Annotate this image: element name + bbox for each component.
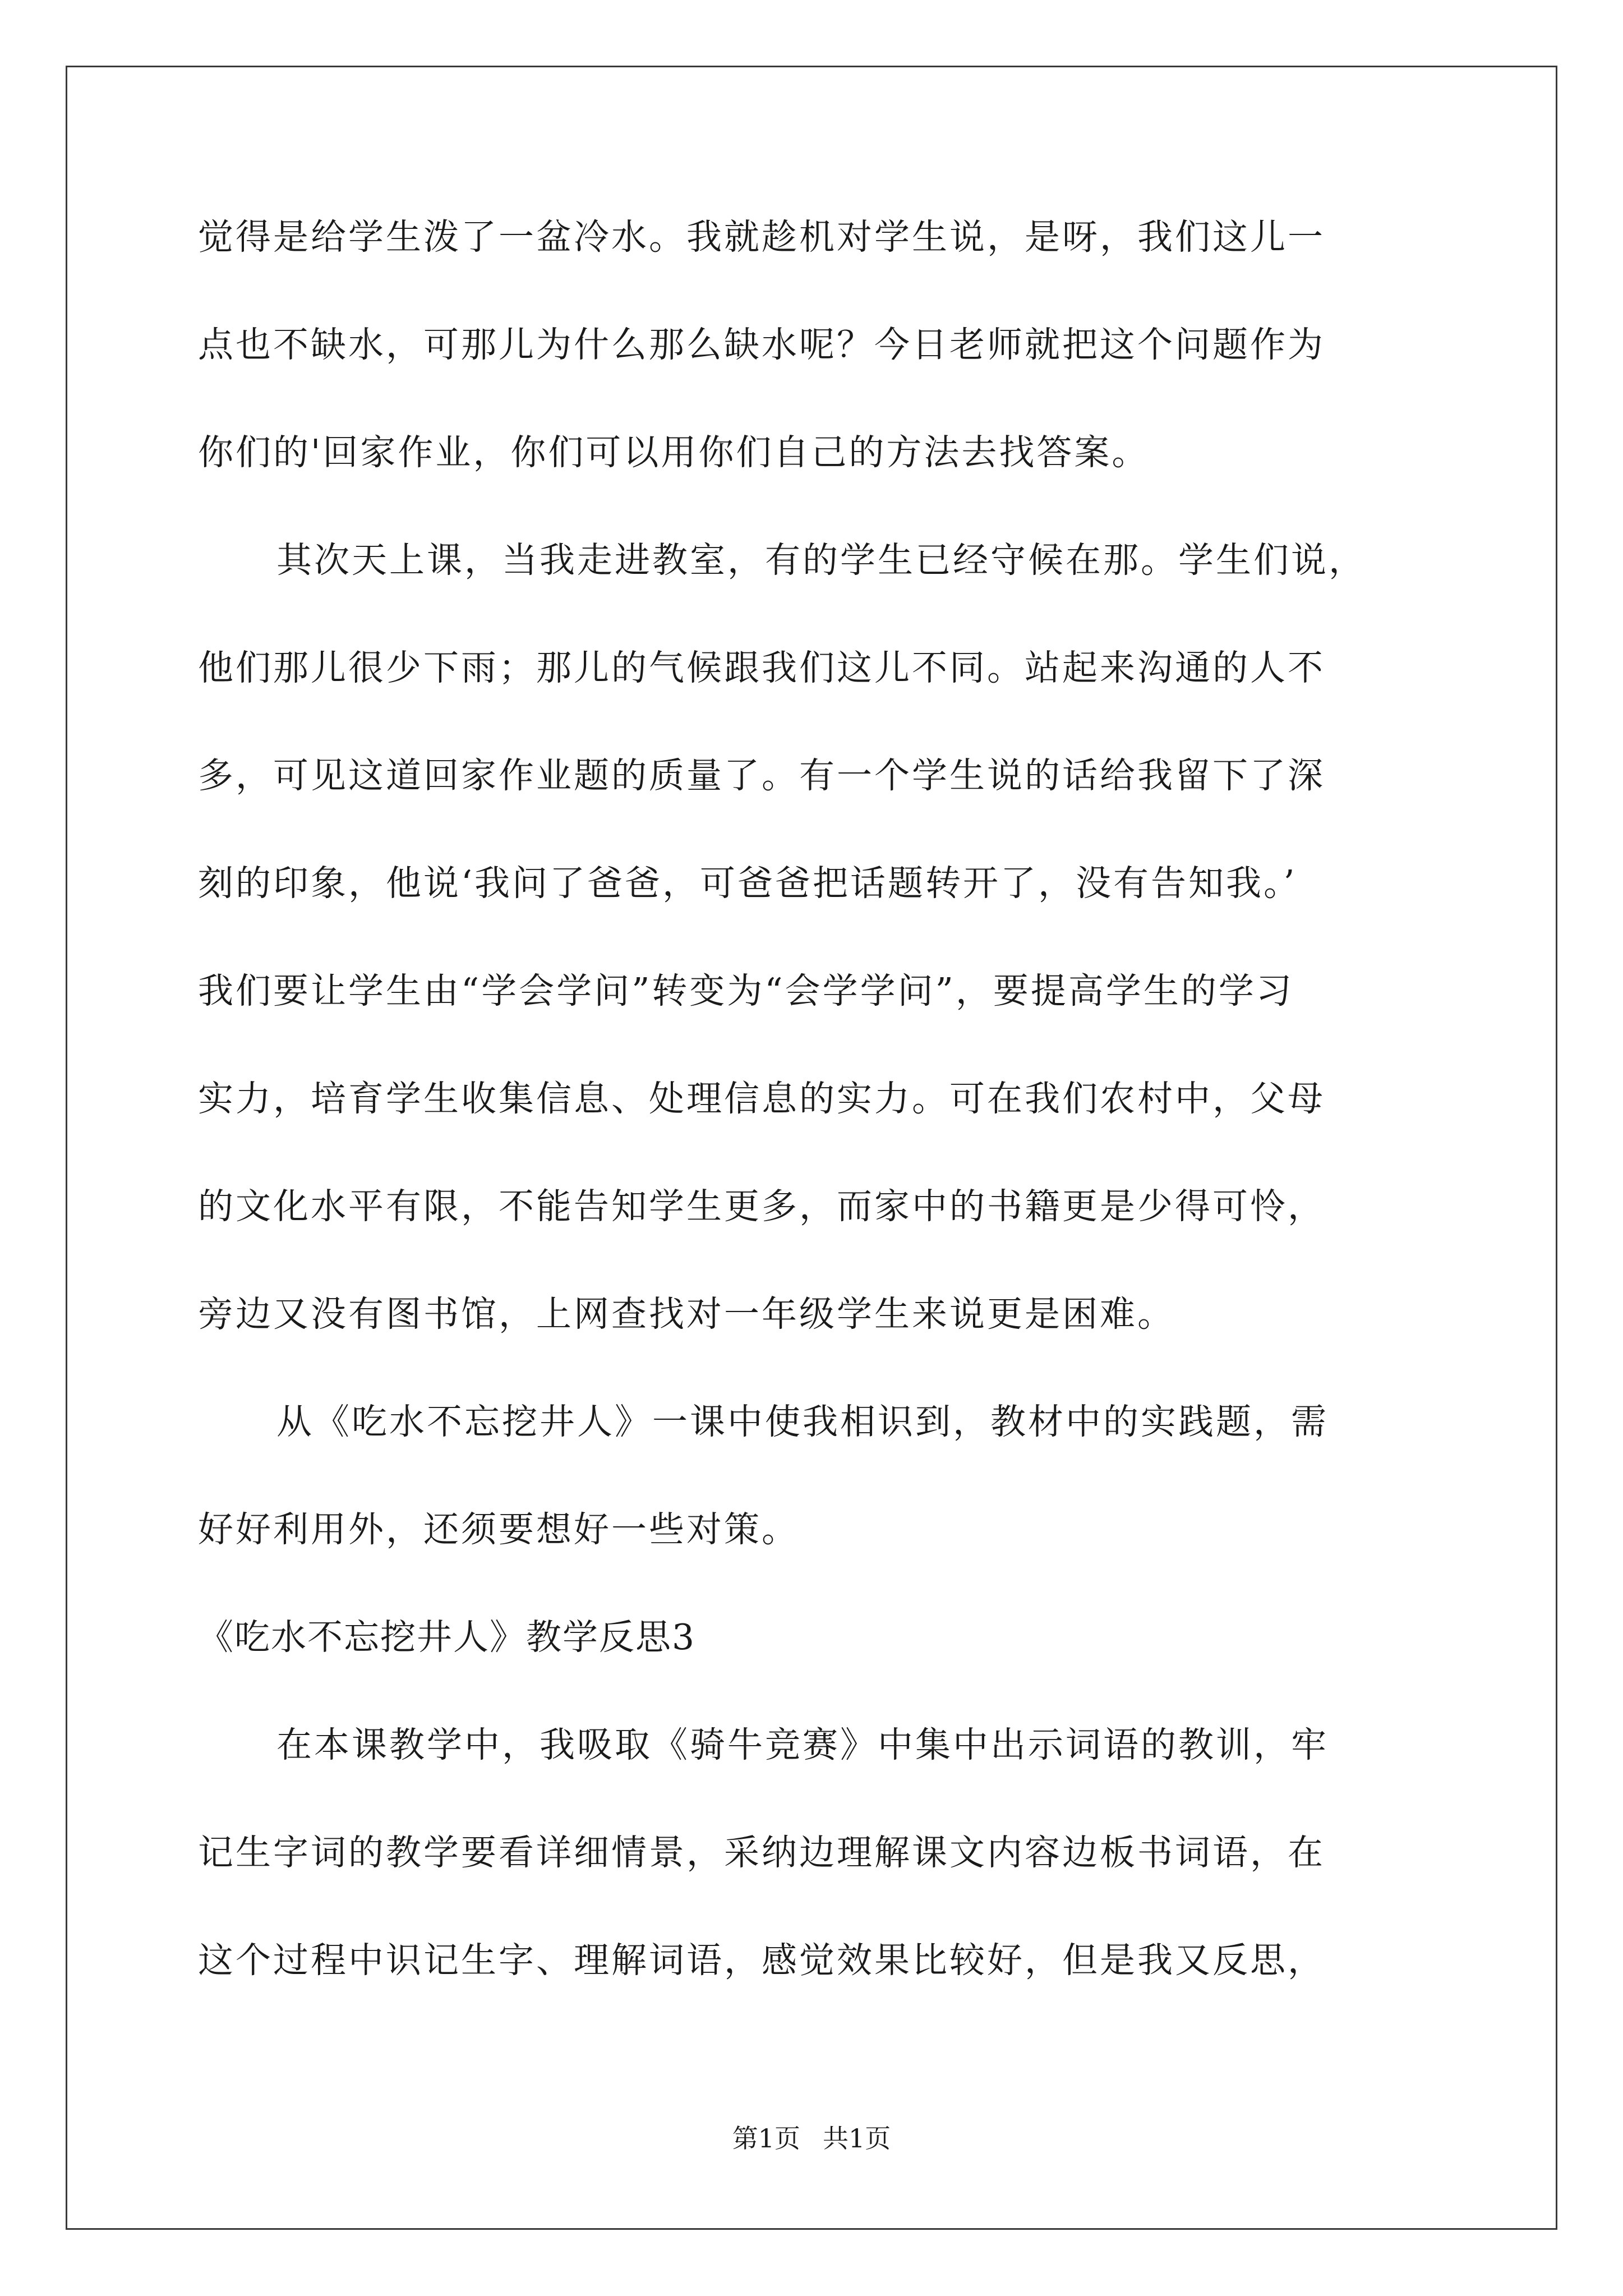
text-line: 刻的印象，他说‘我问了爸爸，可爸爸把话题转开了，没有告知我。’ [198, 863, 1297, 904]
text-line: 实力，培育学生收集信息、处理信息的实力。可在我们农村中，父母 [198, 1078, 1325, 1119]
page-footer [0, 2122, 1623, 2155]
text-line: 好好利用外，还须要想好一些对策。 [198, 1509, 799, 1550]
text-line: 多，可见这道回家作业题的质量了。有一个学生说的话给我留下了深 [198, 755, 1325, 796]
text-line: 其次天上课，当我走进教室，有的学生已经守候在那。学生们说， [276, 540, 1366, 581]
text-line: 从《吃水不忘挖井人》一课中使我相识到，教材中的实践题，需 [276, 1401, 1329, 1442]
text-line: 点也不缺水，可那儿为什么那么缺水呢？今日老师就把这个问题作为 [198, 324, 1325, 365]
page-number: 第1页 [732, 2123, 800, 2154]
text-line: 记生字词的教学要看详细情景，采纳边理解课文内容边板书词语，在 [198, 1832, 1325, 1873]
text-line: 这个过程中识记生字、理解词语，感觉效果比较好，但是我又反思， [198, 1940, 1325, 1981]
text-line: 在本课教学中，我吸取《骑牛竞赛》中集中出示词语的教训，牢 [276, 1724, 1329, 1765]
section-heading: 《吃水不忘挖井人》教学反思3 [198, 1617, 696, 1658]
text-line: 觉得是给学生泼了一盆冷水。我就趁机对学生说，是呀，我们这儿一 [198, 217, 1325, 257]
page-total: 共1页 [823, 2123, 891, 2154]
text-line: 你们的'回家作业，你们可以用你们自己的方法去找答案。 [198, 432, 1150, 473]
text-line: 我们要让学生由“学会学问”转变为“会学学问”，要提高学生的学习 [198, 970, 1294, 1011]
text-line: 旁边又没有图书馆，上网查找对一年级学生来说更是困难。 [198, 1294, 1175, 1335]
text-line: 的文化水平有限，不能告知学生更多，而家中的书籍更是少得可怜， [198, 1186, 1325, 1227]
text-line: 他们那儿很少下雨；那儿的气候跟我们这儿不同。站起来沟通的人不 [198, 647, 1325, 688]
document-body [198, 210, 1432, 2041]
